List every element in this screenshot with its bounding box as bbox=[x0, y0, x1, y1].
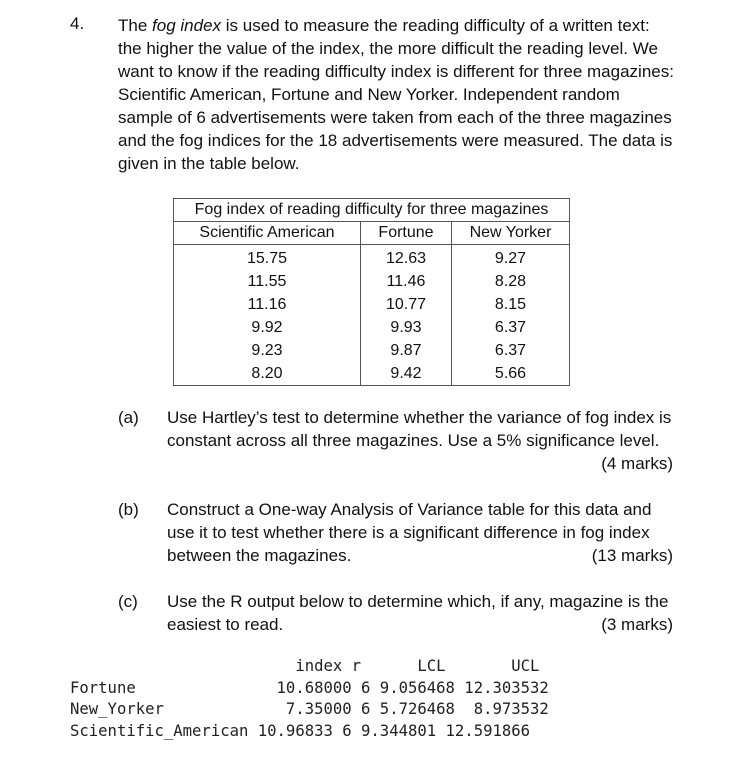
table-cell: 9.92 bbox=[174, 316, 361, 339]
table-cell: 9.93 bbox=[361, 316, 452, 339]
part-a-marks: (4 marks) bbox=[601, 454, 673, 473]
table-cell: 9.27 bbox=[452, 245, 570, 271]
r-output-line: Fortune 10.68000 6 9.056468 12.303532 bbox=[70, 678, 549, 697]
question-intro bbox=[118, 14, 678, 175]
table-row bbox=[174, 270, 570, 293]
table-row bbox=[174, 339, 570, 362]
table-cell: 8.20 bbox=[174, 362, 361, 386]
table-cell: 6.37 bbox=[452, 316, 570, 339]
table-row bbox=[174, 245, 570, 271]
table-caption: Fog index of reading difficulty for three magazines bbox=[174, 199, 570, 222]
table-cell: 9.87 bbox=[361, 339, 452, 362]
part-c-label: (c) bbox=[118, 592, 138, 611]
table-row bbox=[174, 293, 570, 316]
part-a-text: Use Hartley’s test to determine whether the variance of fog index is constant across all three magazines. Use a 5% significance level. bbox=[167, 408, 672, 450]
table-cell: 9.23 bbox=[174, 339, 361, 362]
table-cell: 6.37 bbox=[452, 339, 570, 362]
table-cell: 8.15 bbox=[452, 293, 570, 316]
table-cell: 9.42 bbox=[361, 362, 452, 386]
intro-rest: is used to measure the reading difficulty of a written text: the higher the value of the index, the more difficult the reading level. We want to know if the reading difficulty index is different for three magazines: Scientific American, Fortune and New Yorker. Independent random sample of 6 advertisements were taken from each of the three magazines and the fog indices for the 18 advertisements were measured. The data is given in the table below. bbox=[118, 16, 674, 173]
part-c-text: Use the R output below to determine which, if any, magazine is the easiest to read. bbox=[167, 592, 669, 634]
part-b-text: Construct a One-way Analysis of Variance table for this data and use it to test whether there is a significant difference in fog index between the magazines. bbox=[167, 500, 652, 565]
column-header-new-yorker: New Yorker bbox=[452, 222, 570, 245]
intro-prefix: The bbox=[118, 16, 153, 35]
part-c-marks: (3 marks) bbox=[601, 615, 673, 634]
question-number: 4. bbox=[70, 14, 85, 33]
r-output-line: Scientific_American 10.96833 6 9.344801 12.591866 bbox=[70, 721, 531, 740]
table-cell: 11.55 bbox=[174, 270, 361, 293]
part-b-marks: (13 marks) bbox=[591, 546, 673, 565]
fog-index-table bbox=[173, 198, 570, 386]
part-a-label: (a) bbox=[118, 408, 139, 427]
table-cell: 12.63 bbox=[361, 245, 452, 271]
table-cell: 11.16 bbox=[174, 293, 361, 316]
table-cell: 5.66 bbox=[452, 362, 570, 386]
r-output-line: New_Yorker 7.35000 6 5.726468 8.973532 bbox=[70, 700, 549, 718]
r-output-header: index r LCL UCL bbox=[70, 657, 540, 675]
table-cell: 15.75 bbox=[174, 245, 361, 271]
column-header-scientific-american: Scientific American bbox=[174, 222, 361, 245]
part-c bbox=[118, 590, 673, 638]
part-b-label: (b) bbox=[118, 500, 139, 519]
table-row bbox=[174, 316, 570, 339]
table-cell: 8.28 bbox=[452, 270, 570, 293]
column-header-fortune: Fortune bbox=[361, 222, 452, 245]
r-output bbox=[70, 656, 549, 742]
part-a bbox=[118, 406, 673, 478]
part-b bbox=[118, 498, 673, 570]
table-row bbox=[174, 362, 570, 386]
table-cell: 11.46 bbox=[361, 270, 452, 293]
intro-italic-term: fog index bbox=[152, 16, 222, 35]
table-cell: 10.77 bbox=[361, 293, 452, 316]
